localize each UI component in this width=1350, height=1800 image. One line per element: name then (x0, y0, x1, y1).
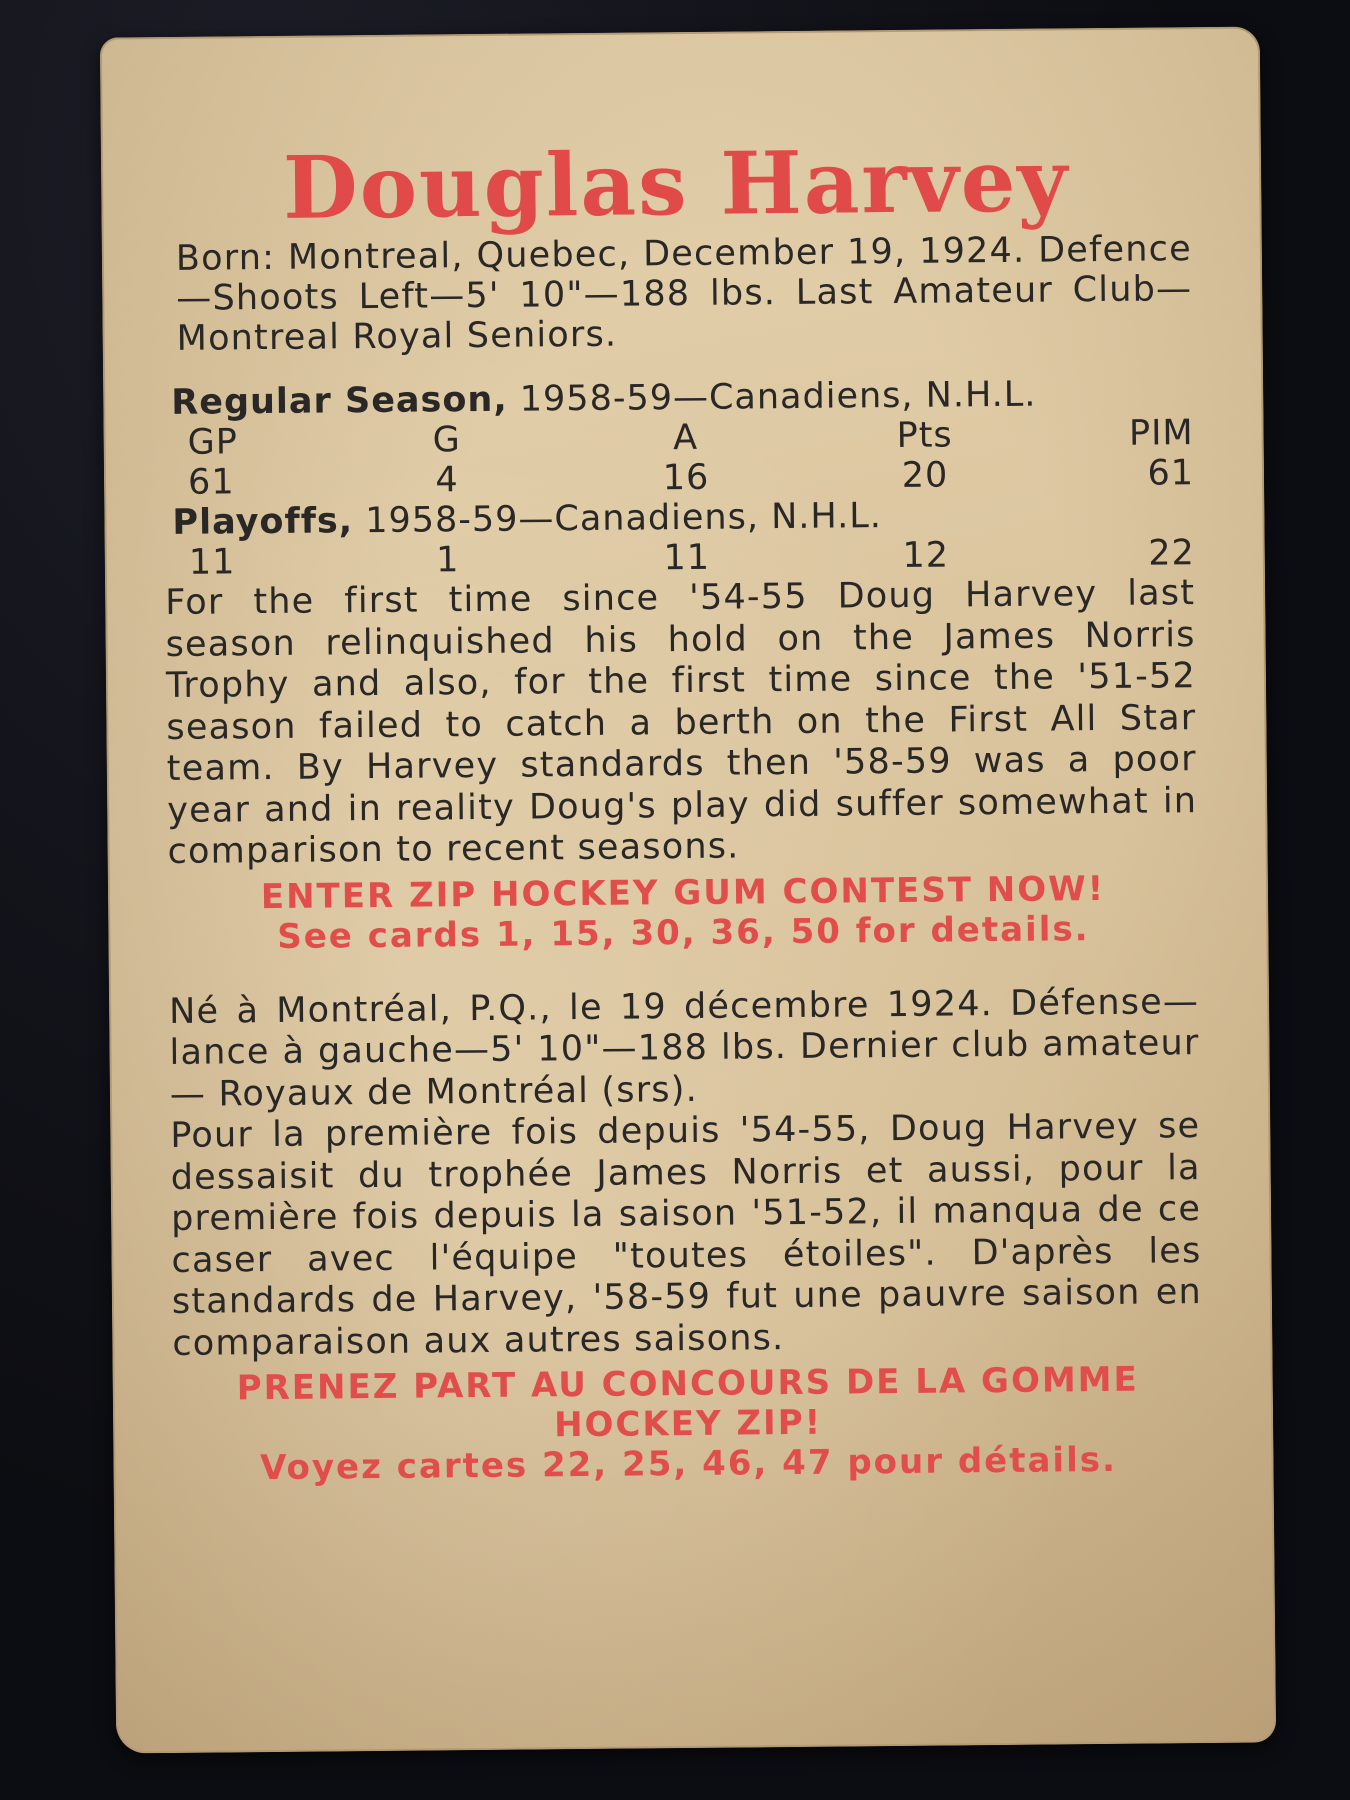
playoffs-label: Playoffs, (172, 501, 354, 543)
stat-value: 1 (435, 540, 460, 581)
summary-french: Pour la première fois depuis '54-55, Doug Harvey se dessaisit du trophée James Norris et aussi, pour la première fois depuis la saison '51-52, il manqua de ce caser avec l'équipe "toutes étoiles". D'après les standards de Harvey, '58-59 fut une pauvre saison en comparaison aux autres saisons. (170, 1106, 1203, 1364)
stat-header: PIM (1128, 413, 1194, 454)
stat-header: A (672, 417, 699, 459)
stat-value: 22 (1148, 533, 1195, 574)
regular-season-detail: 1958-59—Canadiens, N.H.L. (507, 374, 1037, 420)
bio-french: Né à Montréal, P.Q., le 19 décembre 1924. Défense—lance à gauche—5' 10"—188 lbs. Dernier club amateur — Royaux de Montréal (srs). (168, 981, 1200, 1115)
player-name: Douglas Harvey (282, 130, 1070, 239)
stat-value: 4 (435, 460, 459, 501)
stat-value: 16 (662, 457, 710, 499)
playoffs-detail: 1958-59—Canadiens, N.H.L. (352, 496, 883, 542)
contest-line-english: ENTER ZIP HOCKEY GUM CONTEST NOW! (260, 868, 1106, 917)
regular-season-label: Regular Season, (171, 379, 508, 423)
stat-value: 12 (902, 535, 950, 576)
stat-value: 20 (901, 455, 949, 496)
bio-english: Born: Montreal, Quebec, December 19, 1924. Defence—Shoots Left—5' 10"—188 lbs. Last Amateur Club—Montreal Royal Seniors. (175, 229, 1193, 359)
stat-header: Pts (896, 415, 953, 456)
summary-english: For the first time since '54-55 Doug Harvey last season relinquished his hold on the James Norris Trophy and also, for the first time since the '51-52 season failed to catch a berth on the First All Star team. By Harvey standards then '58-59 was a poor year and in reality Doug's play did suffer somewhat in comparison to recent seasons. (165, 573, 1198, 872)
stat-value: 61 (1147, 453, 1195, 494)
stat-value: 11 (188, 542, 236, 583)
stat-value: 61 (187, 462, 235, 503)
stat-header: G (432, 420, 461, 461)
contest-details-english: See cards 1, 15, 30, 36, 50 for details. (277, 908, 1090, 957)
contest-details-french: Voyez cartes 22, 25, 46, 47 pour détails. (259, 1439, 1118, 1489)
stat-value: 11 (663, 537, 711, 579)
stat-header: GP (187, 422, 239, 463)
hockey-card-back (100, 26, 1276, 1753)
contest-line-french: PRENEZ PART AU CONCOURS DE LA GOMME HOCKEY ZIP! (236, 1359, 1139, 1446)
